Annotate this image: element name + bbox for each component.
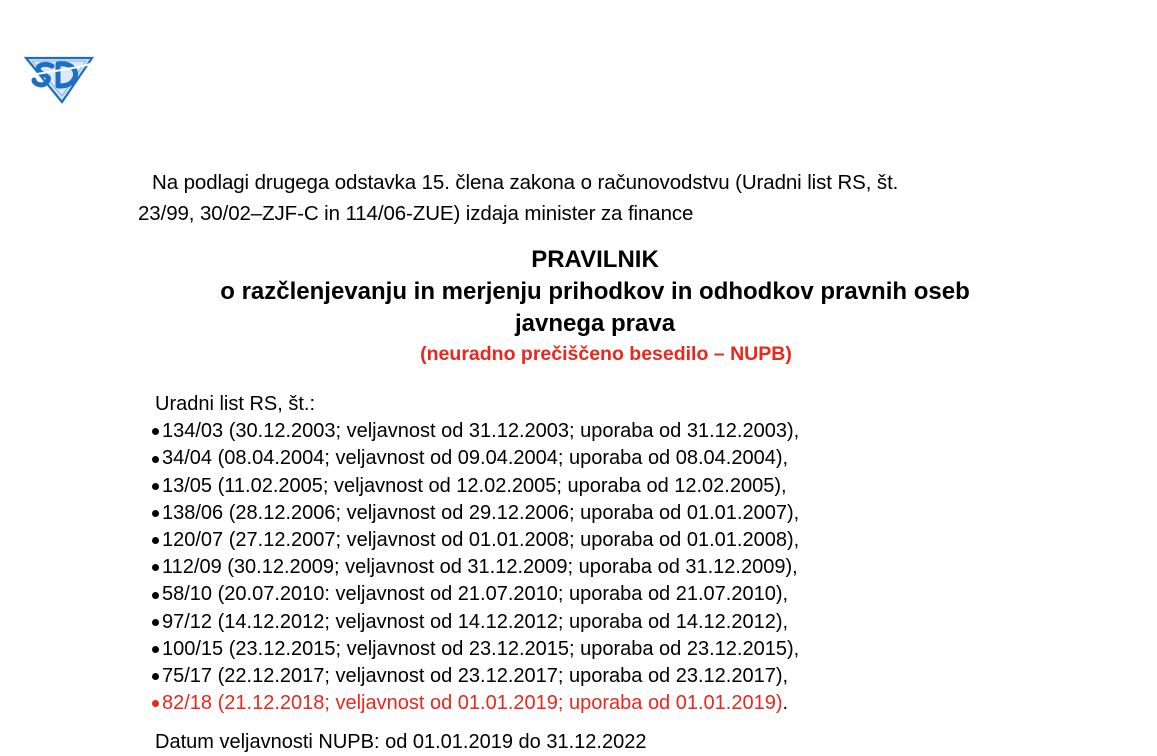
gazette-entry-text: 97/12 (14.12.2012; veljavnost od 14.12.2012; uporaba od 14.12.2012), [162,610,789,633]
validity-period: Datum veljavnosti NUPB: od 01.01.2019 do 31.12.2022 [155,731,647,753]
gazette-entry-text: 112/09 (30.12.2009; veljavnost od 31.12.2009; uporaba od 31.12.2009), [162,556,798,579]
sd-shield-logo-icon [22,50,96,104]
gazette-entry-text: 120/07 (27.12.2007; veljavnost od 01.01.2008; uporaba od 01.01.2008), [162,529,800,552]
gazette-entry [152,554,1052,581]
document-subtitle-line-1: o razčlenjevanju in merjenju prihodkov in odhodkov pravnih oseb [220,278,970,305]
document-subtitle-line-2: javnega prava [514,310,676,337]
bullet-icon [152,564,159,571]
gazette-entry [152,663,1052,690]
gazette-entry-text: 134/03 (30.12.2003; veljavnost od 31.12.2003; uporaba od 31.12.2003), [162,420,800,443]
gazette-entry-latest-tail: . [782,692,789,715]
gazette-entry [152,473,1052,500]
bullet-icon [152,428,159,435]
gazette-entry-text: 100/15 (23.12.2015; veljavnost od 23.12.2015; uporaba od 23.12.2015), [162,637,800,660]
bullet-icon [152,456,159,463]
gazette-entry-latest [152,690,1052,717]
bullet-icon [152,700,159,707]
gazette-entry [152,527,1052,554]
consolidated-text-note: (neuradno prečiščeno besedilo – NUPB) [420,343,792,365]
gazette-entry [152,418,1052,445]
gazette-entry [152,445,1052,472]
bullet-icon [152,646,159,653]
gazette-entry [152,500,1052,527]
bullet-icon [152,483,159,490]
bullet-icon [152,619,159,626]
gazette-entry-text: 13/05 (11.02.2005; veljavnost od 12.02.2005; uporaba od 12.02.2005), [162,474,787,497]
document-title: PRAVILNIK [531,246,659,273]
gazette-entry [152,636,1052,663]
gazette-entry-text: 58/10 (20.07.2010: veljavnost od 21.07.2010; uporaba od 21.07.2010), [162,583,789,606]
bullet-icon [152,510,159,517]
intro-line-2: 23/99, 30/02–ZJF-C in 114/06-ZUE) izdaja minister za finance [138,202,694,225]
gazette-list-header: Uradni list RS, št.: [155,393,316,415]
gazette-entry-text: 75/17 (22.12.2017; veljavnost od 23.12.2017; uporaba od 23.12.2017), [162,665,789,688]
gazette-entry [152,609,1052,636]
gazette-list [152,391,1052,717]
bullet-icon [152,592,159,599]
intro-paragraph [138,167,1038,229]
intro-line-1: Na podlagi drugega odstavka 15. člena zakona o računovodstvu (Uradni list RS, št. [152,171,899,194]
gazette-entry-latest-text: 82/18 (21.12.2018; veljavnost od 01.01.2019; uporaba od 01.01.2019) [162,692,783,715]
gazette-entry-text: 138/06 (28.12.2006; veljavnost od 29.12.2006; uporaba od 01.01.2007), [162,501,800,524]
gazette-entry [152,581,1052,608]
gazette-entry-text: 34/04 (08.04.2004; veljavnost od 09.04.2004; uporaba od 08.04.2004), [162,447,789,470]
document-title-block [120,244,1070,368]
bullet-icon [152,537,159,544]
bullet-icon [152,673,159,680]
